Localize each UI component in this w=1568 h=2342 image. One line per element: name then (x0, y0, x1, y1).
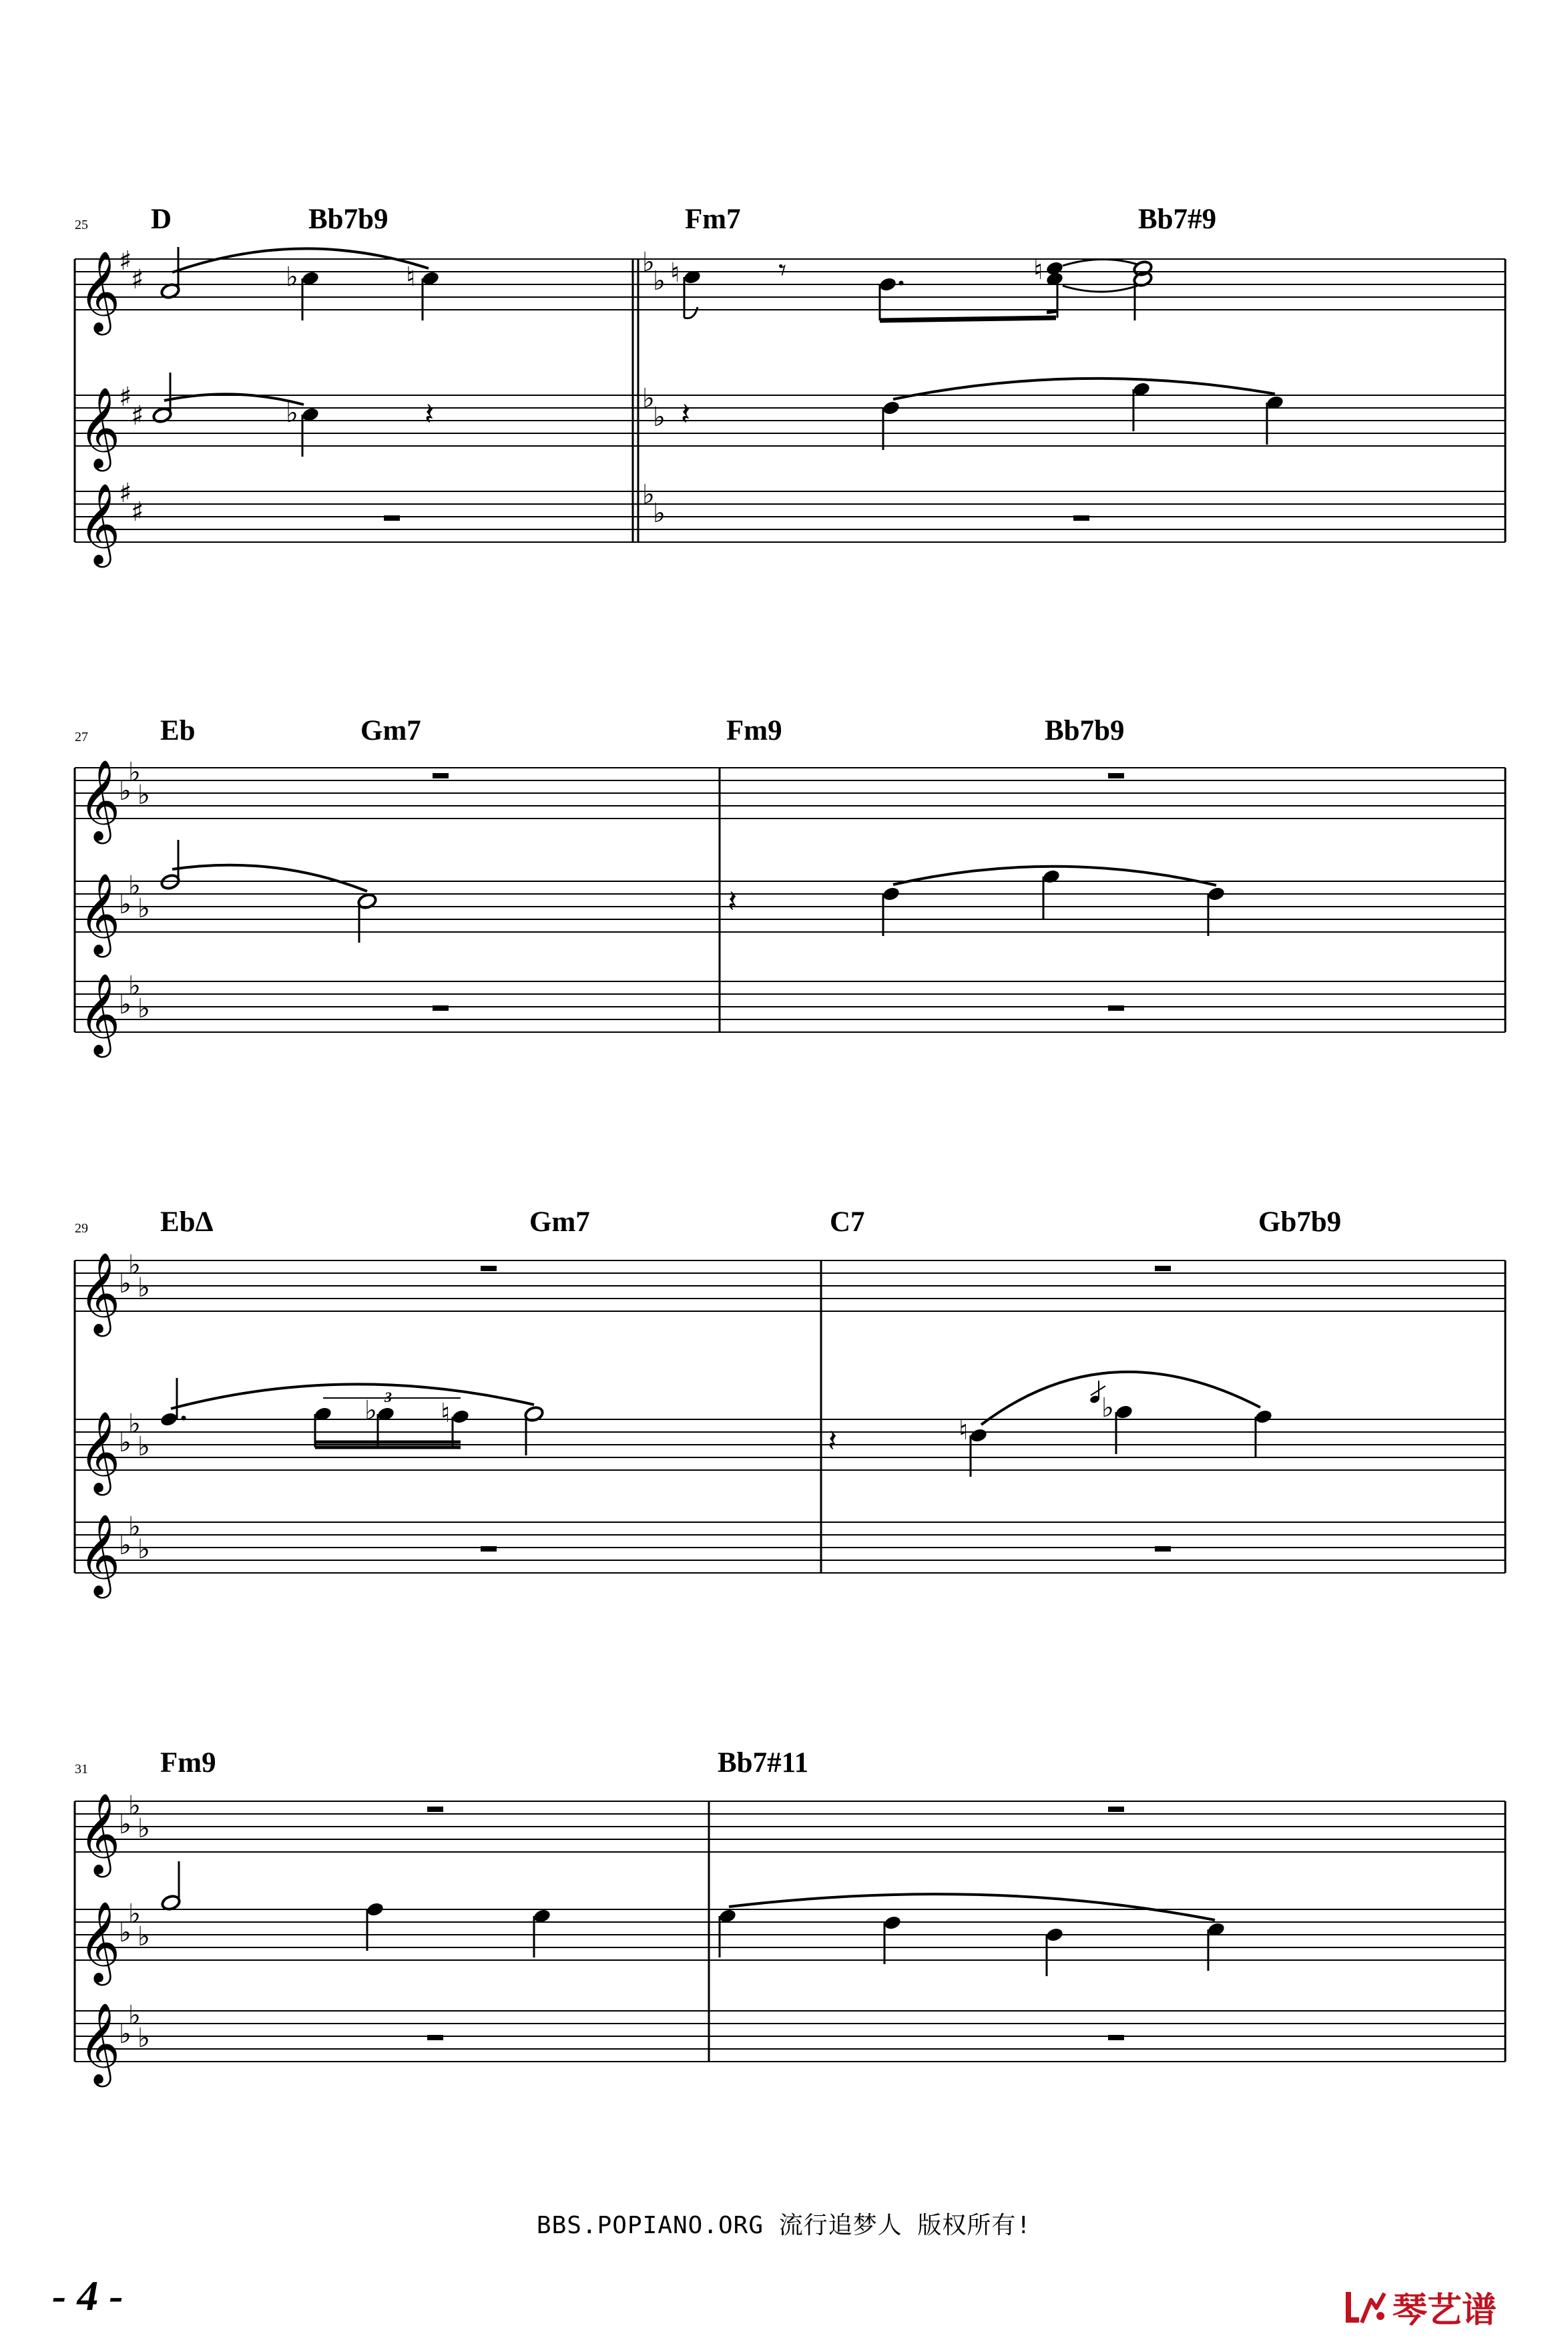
treble-clef-icon: 𝄞 (79, 483, 121, 564)
flat-icon: ♭ (119, 776, 132, 806)
flat-icon: ♭ (128, 1409, 141, 1439)
staff-bottom (75, 981, 1505, 1032)
key-signature (119, 1791, 150, 2054)
rest-icon: 𝄽 (728, 883, 738, 919)
rest-icon (433, 1005, 449, 1011)
treble-clef-icon: 𝄞 (79, 1793, 121, 1874)
key-signature (119, 757, 150, 1024)
notes-middle (160, 1372, 1273, 1477)
chord-symbol: Gm7 (360, 715, 421, 746)
rest-icon (1108, 1005, 1124, 1011)
rest-icon (384, 515, 400, 521)
notes-middle (152, 373, 1284, 457)
sharp-icon: ♯ (131, 497, 144, 527)
barlines (75, 768, 1505, 1032)
natural-icon: ♮ (1033, 255, 1043, 286)
staff-middle (75, 881, 1505, 932)
chord-symbol: Eb (160, 715, 196, 746)
flat-icon: ♭ (138, 780, 150, 810)
rest-icon (433, 773, 449, 778)
treble-clef-icon: 𝄞 (79, 387, 121, 468)
sharp-icon: ♯ (119, 246, 132, 276)
rest-icon (481, 1266, 497, 1271)
notes-middle (161, 1861, 1226, 1976)
staff-top (75, 1801, 1505, 1852)
chord-symbol: Gb7b9 (1258, 1206, 1342, 1238)
treble-clef-icon: 𝄞 (79, 1513, 121, 1595)
system-1 (75, 204, 1505, 568)
flat-icon: ♭ (138, 1272, 150, 1303)
chord-symbol: Bb7b9 (308, 204, 388, 235)
flat-icon: ♭ (128, 2000, 141, 2031)
treble-clef-icon: 𝄞 (79, 2002, 121, 2084)
staff-bottom (75, 491, 1505, 542)
chord-symbol: Bb7b9 (1045, 715, 1125, 746)
rest-icon (1155, 1546, 1171, 1552)
rest-icon: 𝄽 (681, 396, 691, 432)
flat-icon: ♭ (138, 1431, 150, 1462)
staff-middle (75, 1909, 1505, 1960)
flat-icon: ♭ (119, 1530, 132, 1561)
treble-clef-icon: 𝄞 (79, 873, 121, 954)
sharp-icon: ♯ (119, 478, 132, 509)
flat-icon: ♭ (128, 871, 141, 901)
system-4 (75, 1747, 1505, 2088)
flat-icon: ♭ (119, 1268, 132, 1299)
sharp-icon: ♯ (119, 382, 132, 413)
flat-icon: ♭ (138, 2023, 150, 2054)
key-signature (119, 246, 144, 527)
chord-symbol: D (151, 204, 172, 235)
treble-clef-icon: 𝄞 (79, 973, 121, 1054)
footer-copyright: BBS.POPIANO.ORG 流行追梦人 版权所有! (536, 2212, 1032, 2239)
treble-clef-icon: 𝄞 (79, 1901, 121, 1982)
flat-icon: ♭ (119, 1809, 132, 1840)
chord-symbol: C7 (830, 1206, 865, 1238)
natural-icon: ♮ (670, 258, 680, 288)
flat-icon: ♭ (286, 262, 298, 292)
treble-clef-icon: 𝄞 (79, 1411, 121, 1492)
flat-icon: ♭ (642, 383, 655, 414)
flat-icon: ♭ (138, 993, 150, 1024)
rest-icon (1073, 515, 1089, 521)
chord-symbol: EbΔ (160, 1206, 214, 1238)
natural-icon: ♮ (959, 1415, 969, 1446)
flat-icon: ♭ (119, 889, 132, 920)
beamed-group (314, 1389, 470, 1447)
rest-icon (1108, 773, 1124, 778)
notes-middle (160, 840, 1226, 943)
flat-icon: ♭ (128, 1511, 141, 1542)
flat-icon: ♭ (128, 1791, 141, 1821)
flat-icon: ♭ (128, 1250, 141, 1280)
chord-symbol: Bb7#11 (718, 1747, 809, 1779)
staff-middle (75, 1419, 1505, 1470)
flat-icon: ♭ (119, 2019, 132, 2050)
flat-icon: ♭ (128, 757, 141, 788)
flat-icon: ♭ (642, 247, 655, 278)
key-signature (119, 1250, 150, 1565)
flat-icon: ♭ (642, 479, 655, 510)
flat-icon: ♭ (128, 971, 141, 1001)
chord-symbol: Bb7#9 (1138, 204, 1217, 235)
measure-number: 27 (75, 730, 88, 744)
chord-symbol: Fm7 (685, 204, 741, 235)
rest-icon (481, 1546, 497, 1552)
tuplet-number: 3 (384, 1389, 392, 1405)
logo-icon (1342, 2287, 1388, 2328)
flat-icon: ♭ (653, 402, 666, 433)
sharp-icon: ♯ (131, 264, 144, 295)
key-signature (642, 247, 666, 529)
rest-icon: 𝄽 (425, 396, 435, 432)
rest-icon (1108, 2035, 1124, 2040)
natural-icon: ♮ (406, 262, 416, 292)
rest-icon: 𝄽 (828, 1423, 838, 1459)
treble-clef-icon: 𝄞 (79, 759, 121, 841)
measure-number: 29 (75, 1221, 88, 1236)
measure-number: 25 (75, 218, 88, 232)
staff-bottom (75, 2011, 1505, 2062)
chord-symbol: Fm9 (160, 1747, 216, 1779)
barlines (75, 1260, 1505, 1573)
flat-icon: ♭ (653, 266, 666, 296)
flat-icon: ♭ (1101, 1393, 1114, 1423)
system-2 (75, 715, 1505, 1058)
system-3 (75, 1206, 1505, 1599)
staff-bottom (75, 1522, 1505, 1573)
flat-icon: ♭ (138, 1534, 150, 1565)
staff-top (75, 1260, 1505, 1311)
flat-icon: ♭ (653, 498, 666, 529)
flat-icon: ♭ (138, 1813, 150, 1844)
rest-icon: 𝄾 (778, 252, 787, 288)
treble-clef-icon: 𝄞 (79, 1252, 121, 1333)
rest-icon (427, 1807, 443, 1812)
site-logo (1342, 2282, 1497, 2332)
treble-clef-icon: 𝄞 (79, 250, 121, 332)
flat-icon: ♭ (138, 1921, 150, 1952)
flat-icon: ♭ (128, 1899, 141, 1929)
flat-icon: ♭ (119, 1427, 132, 1458)
rest-icon (427, 2035, 443, 2040)
logo-text: 琴艺谱 (1392, 2291, 1497, 2331)
flat-icon: ♭ (138, 893, 150, 924)
rest-icon (1108, 1807, 1124, 1812)
measure-number: 31 (75, 1762, 88, 1777)
flat-icon: ♭ (364, 1395, 377, 1426)
chord-symbol: Fm9 (726, 715, 782, 746)
rest-icon (1155, 1266, 1171, 1271)
page-number: - 4 - (52, 2272, 123, 2319)
natural-icon: ♮ (441, 1398, 451, 1429)
flat-icon: ♭ (119, 1917, 132, 1948)
sharp-icon: ♯ (131, 401, 144, 431)
staff-top (75, 768, 1505, 818)
chord-symbol: Gm7 (529, 1206, 590, 1238)
barlines (75, 1801, 1505, 2062)
flat-icon: ♭ (286, 398, 298, 429)
flat-icon: ♭ (119, 989, 132, 1020)
